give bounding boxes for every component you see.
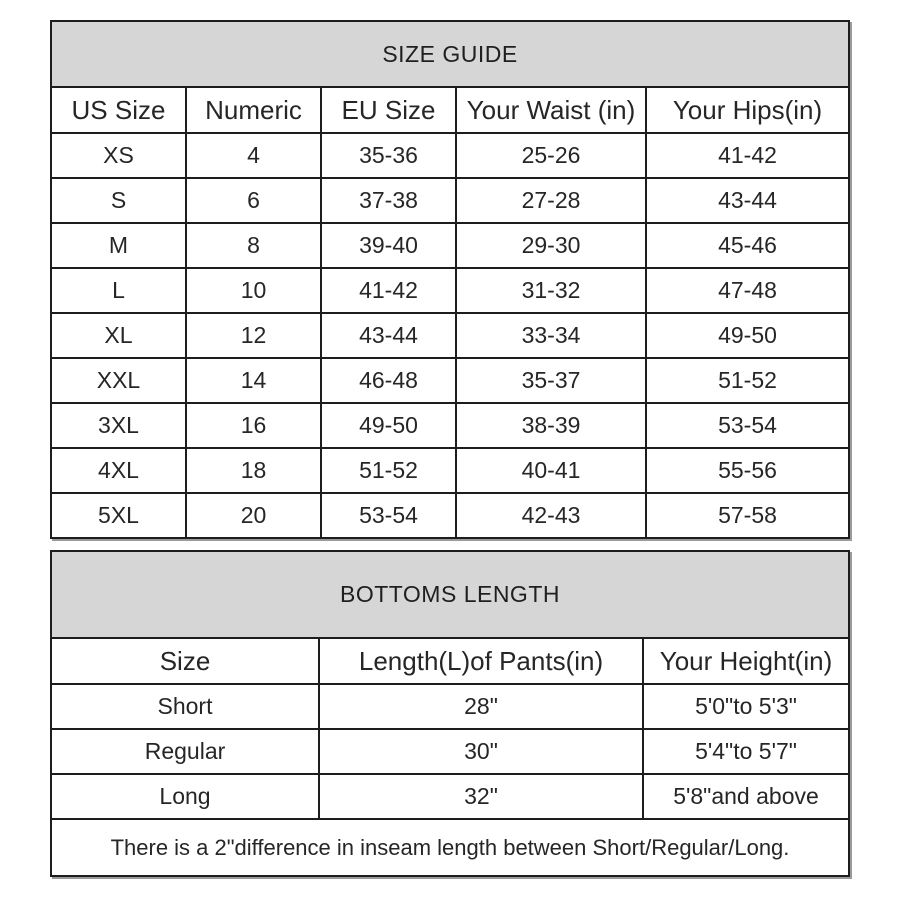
table-cell: 43-44 <box>646 178 849 223</box>
inseam-note: There is a 2"difference in inseam length between Short/Regular/Long. <box>51 819 849 876</box>
table-cell: 53-54 <box>321 493 456 538</box>
table-cell: 49-50 <box>321 403 456 448</box>
table-cell: 12 <box>186 313 321 358</box>
table-cell: 47-48 <box>646 268 849 313</box>
table-cell: Regular <box>51 729 319 774</box>
table-cell: 28" <box>319 684 643 729</box>
column-header-pants-length: Length(L)of Pants(in) <box>319 638 643 684</box>
table-row <box>51 729 849 774</box>
table-cell: 25-26 <box>456 133 646 178</box>
table-cell: 51-52 <box>321 448 456 493</box>
bottoms-length-title-row <box>51 551 849 638</box>
table-cell: 16 <box>186 403 321 448</box>
table-cell: 51-52 <box>646 358 849 403</box>
size-guide-title-row <box>51 21 849 87</box>
table-cell: 45-46 <box>646 223 849 268</box>
table-cell: 6 <box>186 178 321 223</box>
size-guide-title: SIZE GUIDE <box>51 21 849 87</box>
table-cell: Long <box>51 774 319 819</box>
column-header-waist: Your Waist (in) <box>456 87 646 133</box>
table-row <box>51 268 849 313</box>
table-cell: 5XL <box>51 493 186 538</box>
table-cell: 43-44 <box>321 313 456 358</box>
table-cell: 37-38 <box>321 178 456 223</box>
table-cell: 10 <box>186 268 321 313</box>
column-header-height: Your Height(in) <box>643 638 849 684</box>
table-cell: L <box>51 268 186 313</box>
column-header-numeric: Numeric <box>186 87 321 133</box>
table-cell: 30" <box>319 729 643 774</box>
table-cell: XXL <box>51 358 186 403</box>
table-cell: 4XL <box>51 448 186 493</box>
table-cell: 57-58 <box>646 493 849 538</box>
column-header-hips: Your Hips(in) <box>646 87 849 133</box>
table-cell: 3XL <box>51 403 186 448</box>
table-cell: 39-40 <box>321 223 456 268</box>
table-cell: 5'4"to 5'7" <box>643 729 849 774</box>
table-cell: XS <box>51 133 186 178</box>
column-header-size: Size <box>51 638 319 684</box>
table-row <box>51 448 849 493</box>
table-row <box>51 223 849 268</box>
size-guide-table <box>50 20 850 539</box>
table-cell: 41-42 <box>646 133 849 178</box>
table-cell: 5'0"to 5'3" <box>643 684 849 729</box>
table-cell: 35-37 <box>456 358 646 403</box>
table-cell: 14 <box>186 358 321 403</box>
table-cell: 5'8"and above <box>643 774 849 819</box>
table-cell: 29-30 <box>456 223 646 268</box>
table-row <box>51 133 849 178</box>
table-cell: 20 <box>186 493 321 538</box>
inseam-note-row <box>51 819 849 876</box>
table-row <box>51 313 849 358</box>
size-guide-header-row <box>51 87 849 133</box>
table-cell: 40-41 <box>456 448 646 493</box>
bottoms-length-header-row <box>51 638 849 684</box>
bottoms-length-title: BOTTOMS LENGTH <box>51 551 849 638</box>
table-cell: 31-32 <box>456 268 646 313</box>
column-header-us-size: US Size <box>51 87 186 133</box>
table-cell: XL <box>51 313 186 358</box>
table-cell: 18 <box>186 448 321 493</box>
bottoms-length-table <box>50 550 850 877</box>
table-cell: Short <box>51 684 319 729</box>
table-cell: 53-54 <box>646 403 849 448</box>
table-cell: M <box>51 223 186 268</box>
table-cell: 27-28 <box>456 178 646 223</box>
table-cell: 55-56 <box>646 448 849 493</box>
table-cell: 49-50 <box>646 313 849 358</box>
table-cell: 33-34 <box>456 313 646 358</box>
table-row <box>51 403 849 448</box>
table-row <box>51 358 849 403</box>
table-cell: 41-42 <box>321 268 456 313</box>
table-cell: 8 <box>186 223 321 268</box>
table-row <box>51 178 849 223</box>
table-row <box>51 493 849 538</box>
table-row <box>51 774 849 819</box>
table-cell: 4 <box>186 133 321 178</box>
table-cell: S <box>51 178 186 223</box>
table-cell: 32" <box>319 774 643 819</box>
table-cell: 42-43 <box>456 493 646 538</box>
table-cell: 38-39 <box>456 403 646 448</box>
column-header-eu-size: EU Size <box>321 87 456 133</box>
table-row <box>51 684 849 729</box>
table-cell: 46-48 <box>321 358 456 403</box>
table-cell: 35-36 <box>321 133 456 178</box>
